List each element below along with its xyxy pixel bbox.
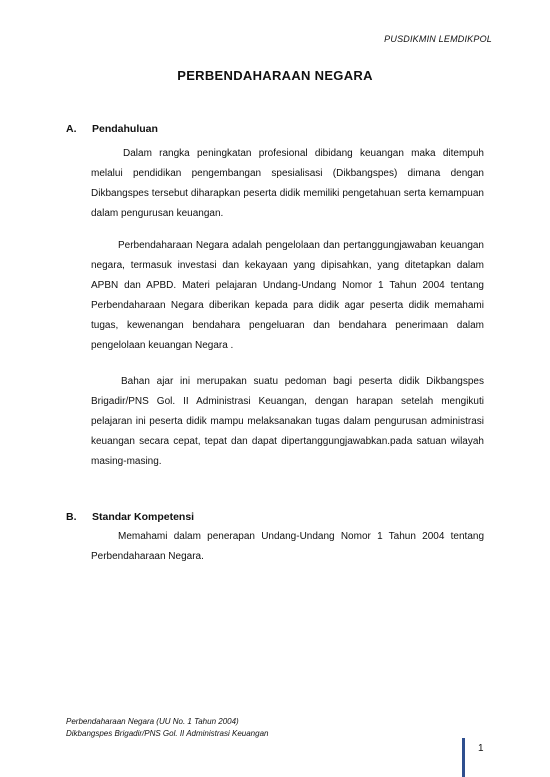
page-footer xyxy=(66,716,268,740)
section-b-paragraph-1: Memahami dalam penerapan Undang-Undang Nomor 1 Tahun 2004 tentang Perbendaharaan Negara. xyxy=(91,531,484,562)
document-title: PERBENDAHARAAN NEGARA xyxy=(177,68,373,83)
section-a-paragraph-3: Bahan ajar ini merupakan suatu pedoman bagi peserta didik Dikbangspes Brigadir/PNS Gol. II Administrasi Keuangan, dengan harapan setelah mengikuti pelajaran ini peserta didik mampu melaksanakan tugas dalam pengurusan administrasi keuangan secara cepat, tepat dan dapat dipertanggungjawabkan.pada satuan wilayah masing-masing. xyxy=(91,376,484,467)
section-a-paragraph-2: Perbendaharaan Negara adalah pengelolaan dan pertanggungjawaban keuangan negara, termasuk investasi dan kekayaan yang dipisahkan, yang ditetapkan dalam APBN dan APBD. Materi pelajaran Undang-Undang Nomor 1 Tahun 2004 tentang Perbendaharaan Negara diberikan kepada para didik agar peserta didik memahami tugas, kewenangan bendahara pengeluaran dan bendahara penerimaan dalam pengelolaan keuangan Negara . xyxy=(91,240,484,351)
footer-line-1: Perbendaharaan Negara (UU No. 1 Tahun 2004) xyxy=(66,717,239,726)
section-a-heading xyxy=(66,123,158,135)
section-a-title: Pendahuluan xyxy=(92,123,158,135)
section-a-paragraph-1: Dalam rangka peningkatan profesional dibidang keuangan maka ditempuh melalui pendidikan pengembangan spesialisasi (Dikbangspes) dimana dengan Dikbangspes tersebut diharapkan peserta didik memiliki pengetahuan serta kemampuan dalam pengurusan keuangan. xyxy=(91,148,484,219)
section-b-heading xyxy=(66,511,194,523)
page-number: 1 xyxy=(478,743,484,754)
footer-line-2: Dikbangspes Brigadir/PNS Gol. II Administrasi Keuangan xyxy=(66,729,269,738)
footer-divider xyxy=(462,738,465,777)
section-a-letter: A. xyxy=(66,123,77,135)
running-header: PUSDIKMIN LEMDIKPOL xyxy=(384,34,492,44)
section-b-title: Standar Kompetensi xyxy=(92,511,195,523)
section-b-letter: B. xyxy=(66,511,77,523)
